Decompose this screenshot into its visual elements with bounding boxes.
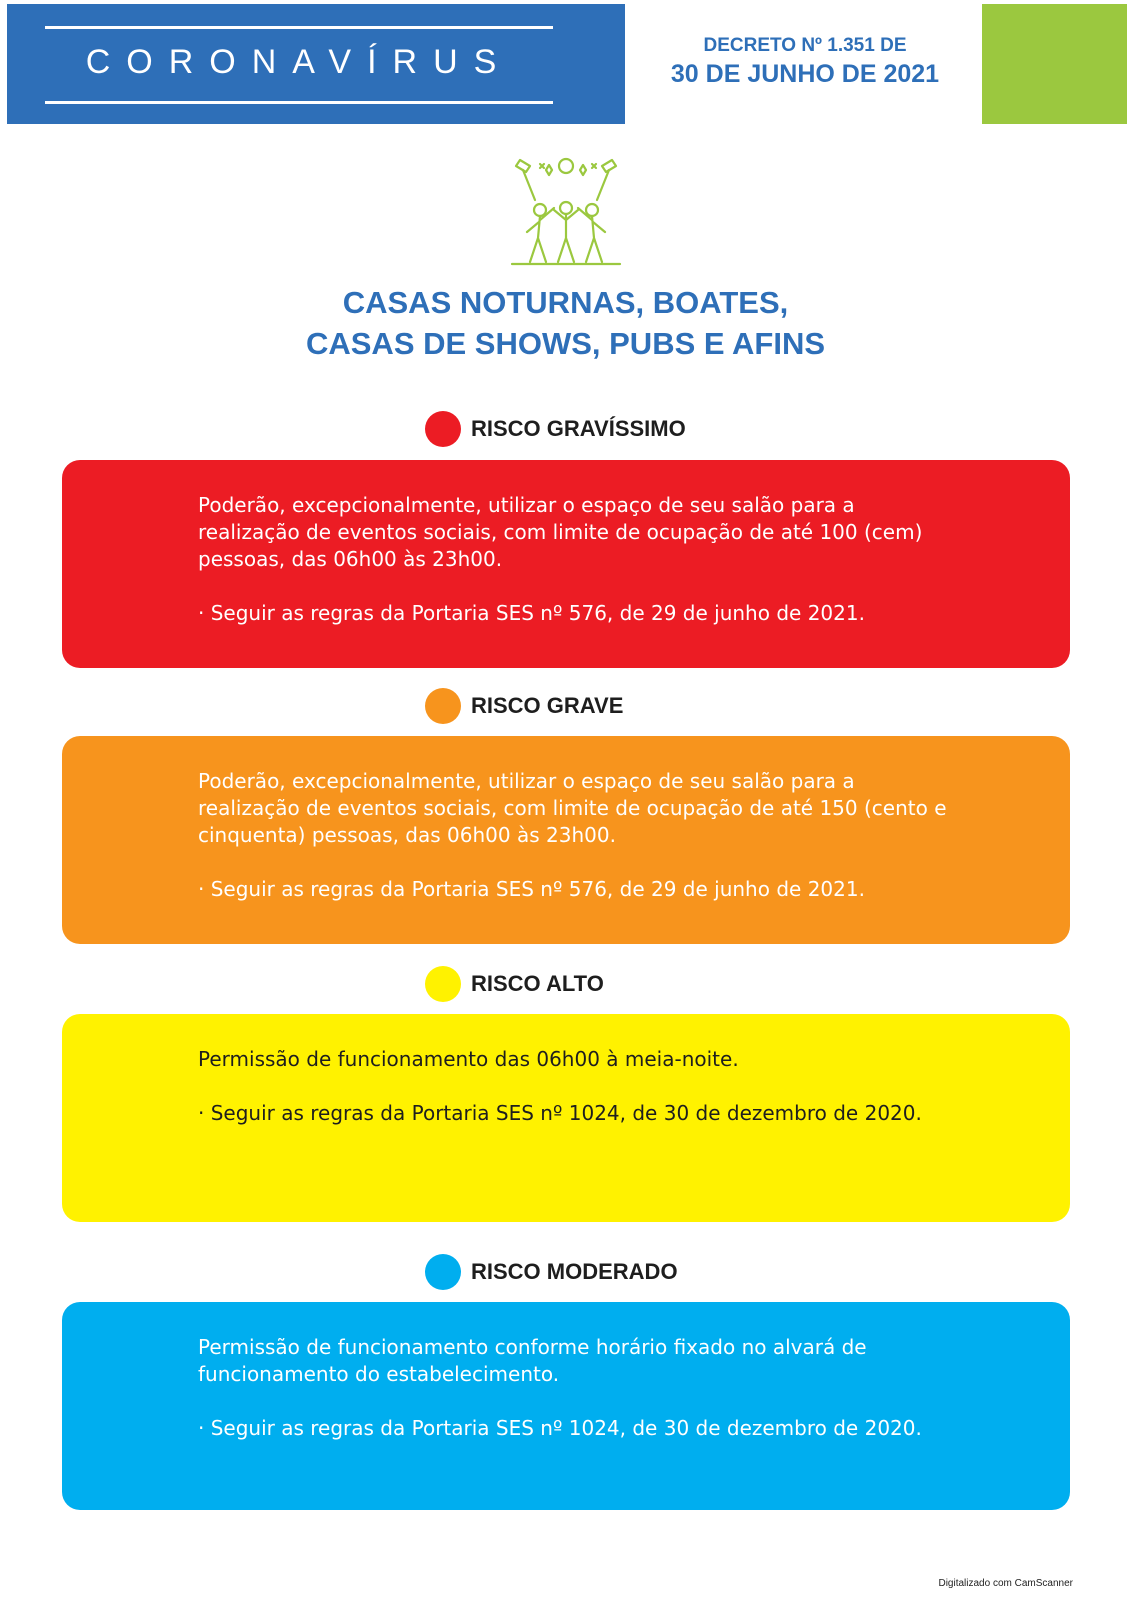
risk-description: Permissão de funcionamento das 06h00 à meia-noite. [198,1047,739,1071]
page-title-line-1: CASAS NOTURNAS, BOATES, [342,285,789,320]
header-rule-bottom [45,101,553,104]
page-title-line-2: CASAS DE SHOWS, PUBS E AFINS [305,326,826,361]
decree-date: 30 DE JUNHO DE 2021 [670,60,940,88]
risk-dot-red-icon [425,411,461,447]
risk-dot-orange-icon [425,688,461,724]
risk-rule: · Seguir as regras da Portaria SES nº 576, de 29 de junho de 2021. [198,601,865,625]
party-people-icon [510,154,622,266]
risk-description: Poderão, excepcionalmente, utilizar o espaço de seu salão para a realização de eventos sociais, com limite de ocupação de até 150 (cento e cinquenta) pessoas, das 06h00 às 23h00. [198,769,947,847]
header-title: CORONAVÍRUS [85,43,513,81]
risk-heading-grave [425,686,623,726]
risk-heading-moderado [425,1252,678,1292]
risk-dot-cyan-icon [425,1254,461,1290]
risk-box-alto [62,1014,1070,1222]
risk-box-grave [62,736,1070,944]
risk-box-gravissimo [62,460,1070,668]
risk-label: RISCO GRAVÍSSIMO [471,416,686,441]
header-rule-top [45,26,553,29]
risk-rule: · Seguir as regras da Portaria SES nº 1024, de 30 de dezembro de 2020. [198,1101,922,1125]
risk-label: RISCO GRAVE [471,693,624,718]
risk-description: Poderão, excepcionalmente, utilizar o espaço de seu salão para a realização de eventos sociais, com limite de ocupação de até 100 (cem) pessoas, das 06h00 às 23h00. [198,493,923,571]
risk-label: RISCO MODERADO [471,1259,678,1284]
scanner-watermark: Digitalizado com CamScanner [938,1578,1073,1589]
green-accent-block [982,4,1127,124]
risk-rule: · Seguir as regras da Portaria SES nº 1024, de 30 de dezembro de 2020. [198,1416,922,1440]
decree-reference [640,34,970,90]
risk-label: RISCO ALTO [471,971,604,996]
risk-heading-alto [425,964,604,1004]
decree-number: DECRETO Nº 1.351 DE [703,35,907,56]
risk-heading-gravissimo [425,409,686,449]
risk-rule: · Seguir as regras da Portaria SES nº 576, de 29 de junho de 2021. [198,877,865,901]
risk-description: Permissão de funcionamento conforme horário fixado no alvará de funcionamento do estabelecimento. [198,1335,867,1386]
header-banner [7,4,625,124]
risk-dot-yellow-icon [425,966,461,1002]
risk-box-moderado [62,1302,1070,1510]
page-title [0,282,1131,364]
